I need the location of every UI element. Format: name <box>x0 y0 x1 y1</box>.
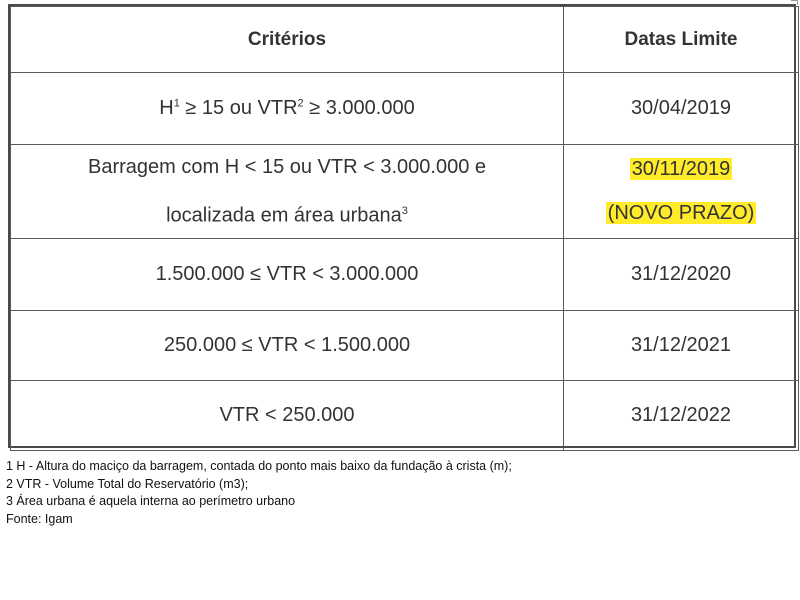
criteria-table-container <box>8 4 796 448</box>
header-criteria: Critérios <box>11 7 564 73</box>
date-cell <box>564 145 799 239</box>
date-cell: 31/12/2021 <box>564 310 799 380</box>
date-cell: 31/12/2020 <box>564 238 799 310</box>
date-cell: 31/12/2022 <box>564 380 799 450</box>
date-cell: 30/04/2019 <box>564 73 799 145</box>
footnotes <box>6 458 512 528</box>
criteria-cell: VTR < 250.000 <box>11 380 564 450</box>
table-row <box>11 310 799 380</box>
criteria-cell: $H^1 \ge 15$ ou $VTR^2 \ge 3.000.000$ <box>11 73 564 145</box>
table-header-row <box>11 7 799 73</box>
footnote-h: 1 H - Altura do maciço da barragem, contada do ponto mais baixo da fundação à crista (m); <box>6 459 512 473</box>
new-deadline-note: (NOVO PRAZO) <box>607 202 755 225</box>
criteria-cell: Barragem com H < 15 ou VTR < 3.000.000 e localizada em área urbana$^3$ <box>11 145 564 239</box>
table-row <box>11 238 799 310</box>
criteria-table <box>10 6 799 451</box>
highlighted-date: 30/11/2019 <box>631 158 731 181</box>
footnote-area-urbana: 3 Área urbana é aquela interna ao perímetro urbano <box>6 494 296 508</box>
table-row <box>11 73 799 145</box>
header-dates: Datas Limite <box>564 7 799 73</box>
table-row <box>11 145 799 239</box>
footnote-vtr: 2 VTR - Volume Total do Reservatório (m3); <box>6 476 249 491</box>
table-row <box>11 380 799 450</box>
criteria-cell: 250.000 ≤ VTR < 1.500.000 <box>11 310 564 380</box>
criteria-cell: 1.500.000 ≤ VTR < 3.000.000 <box>11 238 564 310</box>
source-note: Fonte: Igam <box>6 511 73 526</box>
